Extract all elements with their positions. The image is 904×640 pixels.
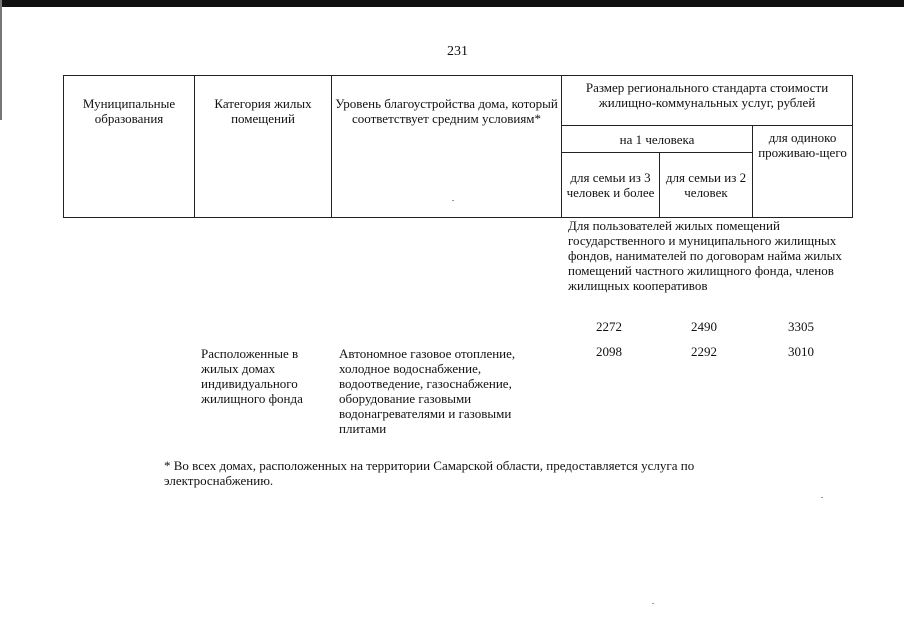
scan-border-left <box>0 0 2 120</box>
scan-speck <box>652 603 654 604</box>
group-value-single: 3305 <box>788 319 814 334</box>
group-caption: Для пользователей жилых помещений государственного и муниципального жилищных фондов, нанимателей по договорам найма жилых помещений частного жилищного фонда, членов жилищных кооперативов <box>568 218 842 293</box>
row-value-family3: 2098 <box>596 344 622 359</box>
row-value-family2: 2292 <box>691 344 717 359</box>
group-value-family2: 2490 <box>691 319 717 334</box>
scan-speck <box>821 497 823 498</box>
table-header <box>63 75 853 218</box>
scan-speck <box>452 200 454 201</box>
header-single: для одиноко проживаю-щего <box>753 126 853 218</box>
group-value-family3: 2272 <box>596 319 622 334</box>
header-family3: для семьи из 3 человек и более <box>562 153 660 218</box>
row-value-single: 3010 <box>788 344 814 359</box>
scan-border-top <box>0 0 904 7</box>
row-level: Автономное газовое отопление, холодное водоснабжение, водоотведение, газоснабжение, оборудование газовыми водонагревателями и газовыми плитами <box>339 346 516 436</box>
row-category: Расположенные в жилых домах индивидуального жилищного фонда <box>201 346 303 406</box>
page-number: 231 <box>447 44 468 59</box>
header-per-person: на 1 человека <box>562 126 753 153</box>
header-level: Уровень благоустройства дома, который соответствует средним условиям* <box>332 76 562 218</box>
header-family2: для семьи из 2 человек <box>660 153 753 218</box>
header-category: Категория жилых помещений <box>195 76 332 218</box>
footnote: * Во всех домах, расположенных на территории Самарской области, предоставляется услуга по электроснабжению. <box>164 458 695 488</box>
header-municipal: Муниципальные образования <box>64 76 195 218</box>
header-size: Размер регионального стандарта стоимости жилищно-коммунальных услуг, рублей <box>562 76 853 126</box>
